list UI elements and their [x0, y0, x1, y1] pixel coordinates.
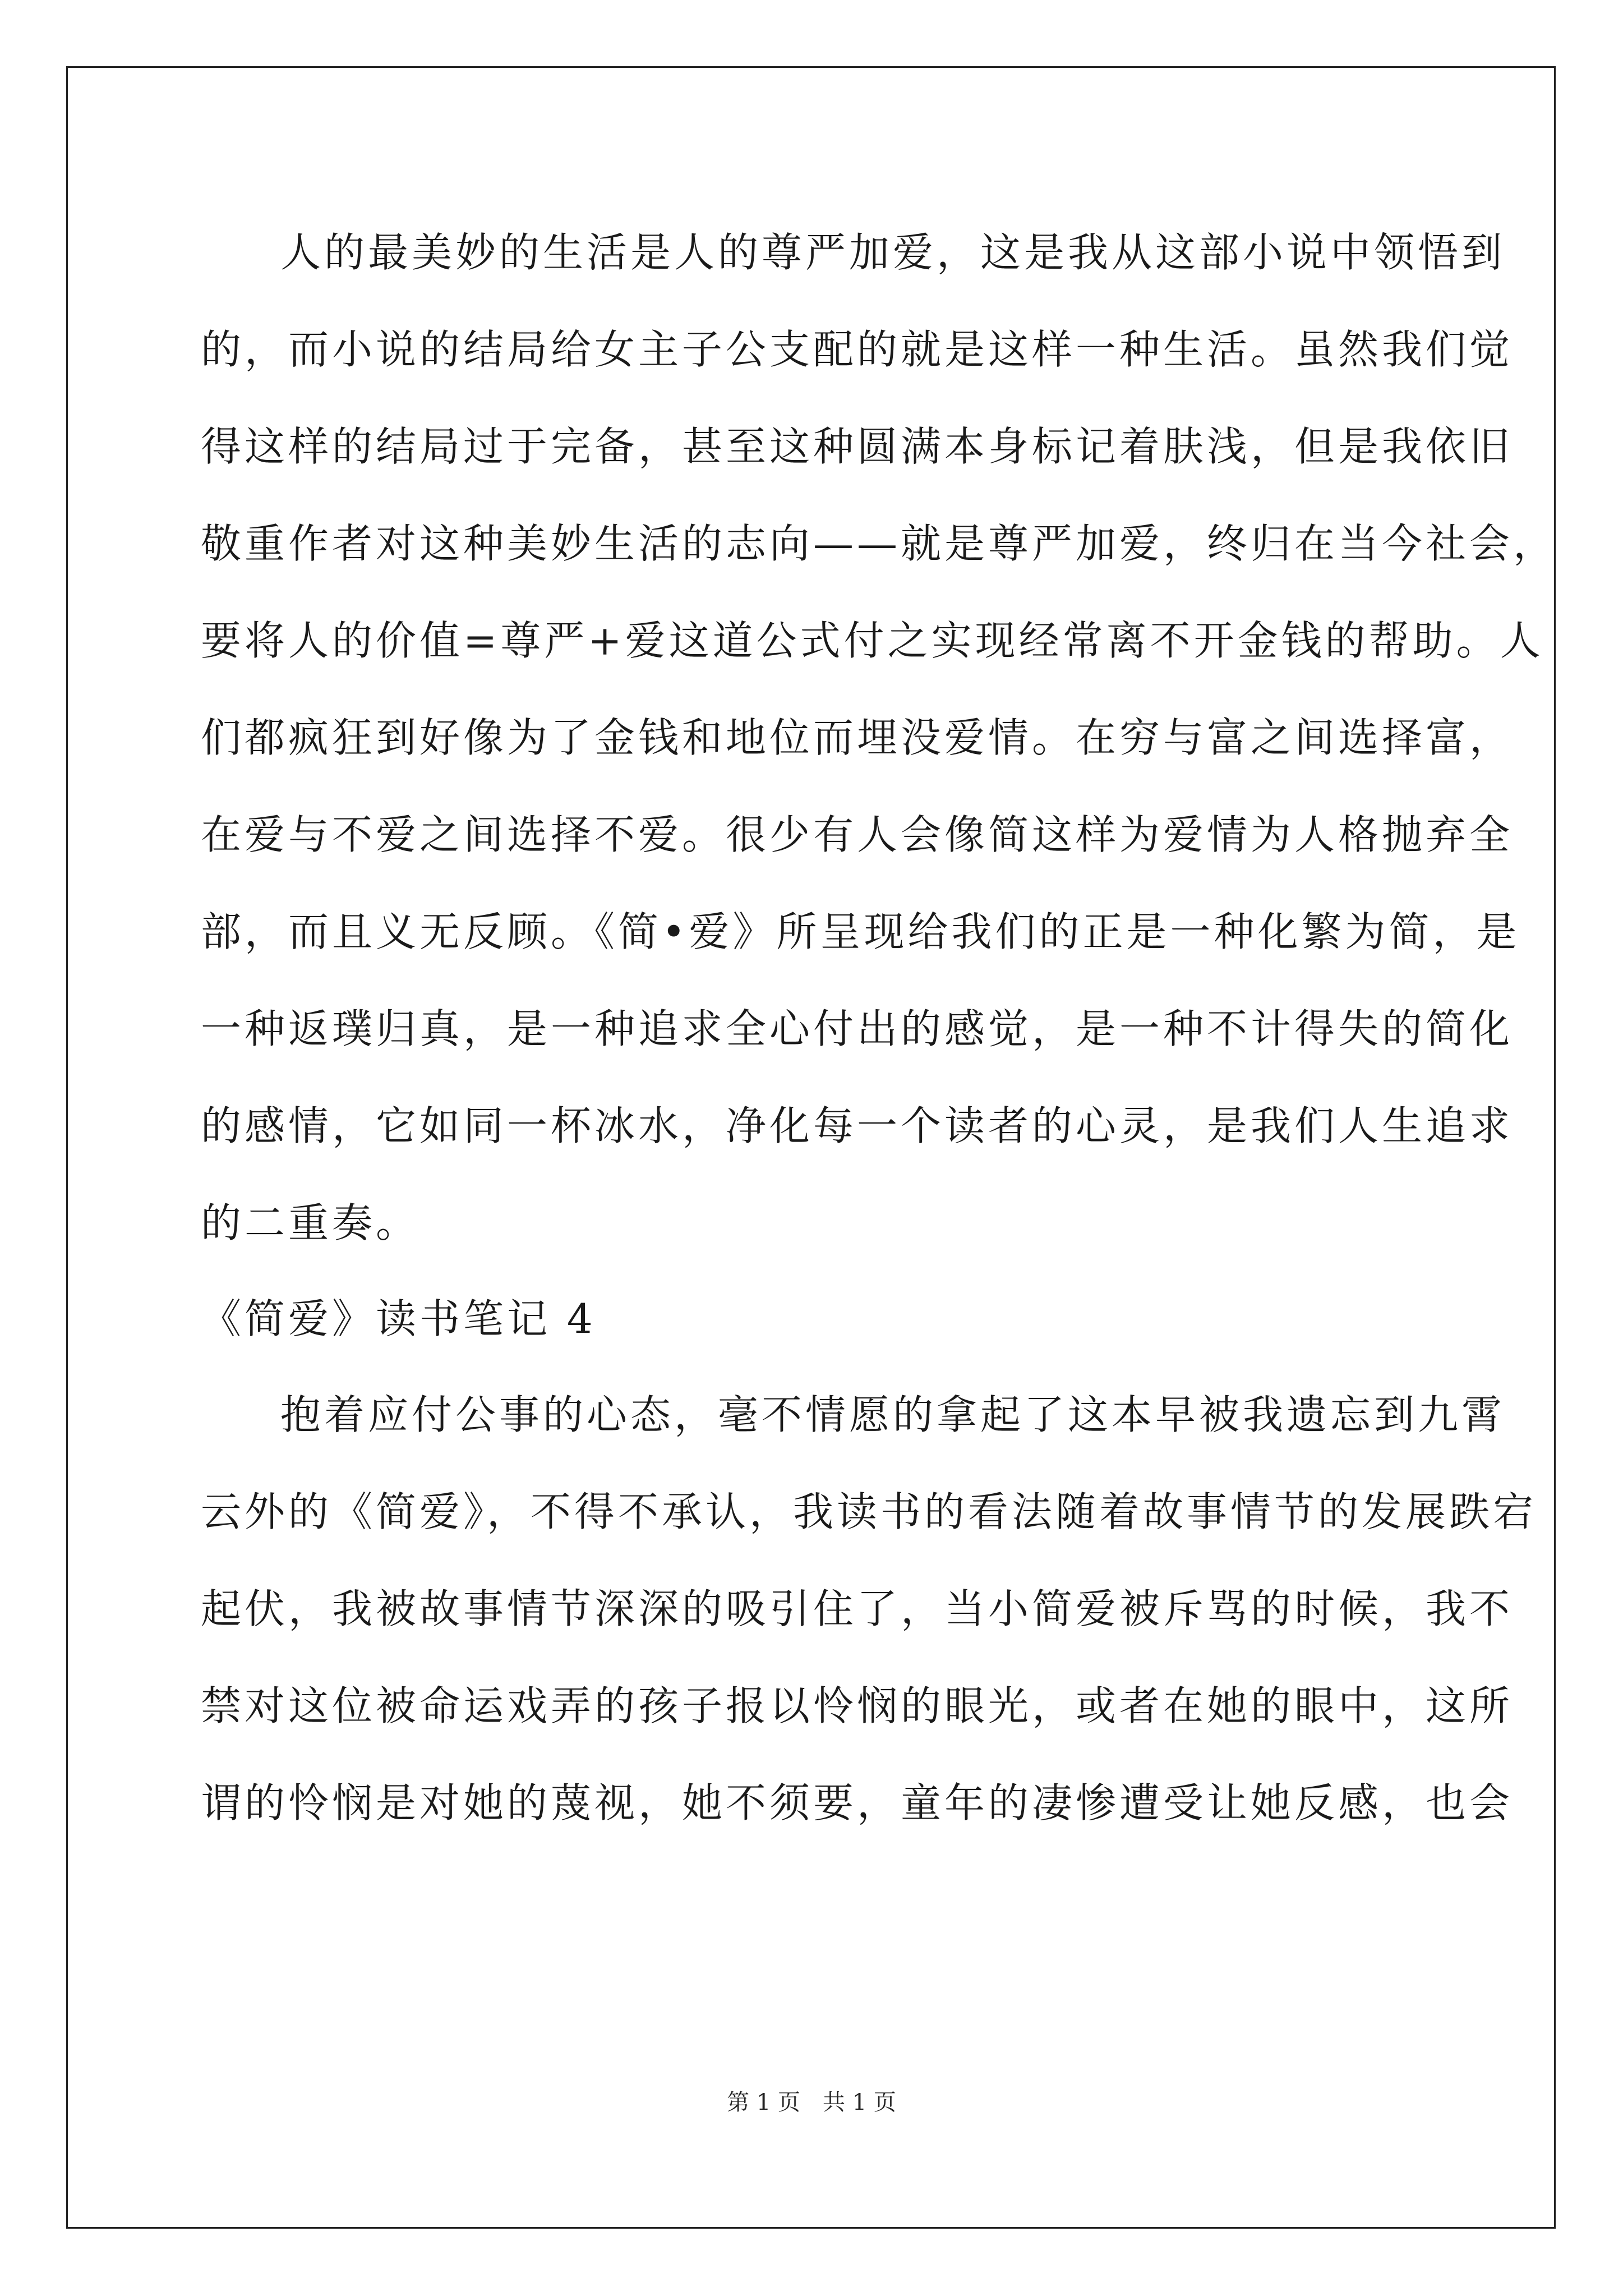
paragraph-line: 一种返璞归真，是一种追求全心付出的感觉，是一种不计得失的简化: [201, 1005, 1514, 1052]
paragraph-line: 得这样的结局过于完备，甚至这种圆满本身标记着肤浅，但是我依旧: [201, 423, 1514, 470]
paragraph-line: 的，而小说的结局给女主子公支配的就是这样一种生活。虽然我们觉: [201, 326, 1514, 373]
paragraph-line: 们都疯狂到好像为了金钱和地位而埋没爱情。在穷与富之间选择富，: [201, 714, 1514, 761]
paragraph-line: 的感情，它如同一杯冰水，净化每一个读者的心灵，是我们人生追求: [201, 1102, 1514, 1149]
paragraph-line: 的二重奏。: [201, 1199, 420, 1246]
section-heading: 《简爱》读书笔记 4: [201, 1295, 596, 1342]
paragraph-line: 要将人的价值=尊严+爱这道公式付之实现经常离不开金钱的帮助。人: [201, 617, 1544, 664]
paragraph-line: 云外的《简爱》，不得不承认，我读书的看法随着故事情节的发展跌宕: [201, 1488, 1537, 1535]
paragraph-line: 谓的怜悯是对她的蔑视，她不须要，童年的凄惨遭受让她反感，也会: [201, 1779, 1514, 1826]
paragraph-line: 抱着应付公事的心态，毫不情愿的拿起了这本早被我遗忘到九霄: [280, 1391, 1506, 1438]
paragraph-line: 起伏，我被故事情节深深的吸引住了，当小简爱被斥骂的时候，我不: [201, 1585, 1514, 1632]
paragraph-line: 在爱与不爱之间选择不爱。很少有人会像简这样为爱情为人格抛弃全: [201, 811, 1514, 858]
paragraph-line: 禁对这位被命运戏弄的孩子报以怜悯的眼光，或者在她的眼中，这所: [201, 1682, 1514, 1729]
page-footer: 第 1 页 共 1 页: [727, 2090, 896, 2115]
paragraph-line: 部，而且义无反顾。《简•爱》所呈现给我们的正是一种化繁为简，是: [201, 908, 1520, 955]
paragraph-line: 人的最美妙的生活是人的尊严加爱，这是我从这部小说中领悟到: [280, 229, 1506, 276]
paragraph-line: 敬重作者对这种美妙生活的志向——就是尊严加爱，终归在当今社会，: [201, 520, 1557, 567]
